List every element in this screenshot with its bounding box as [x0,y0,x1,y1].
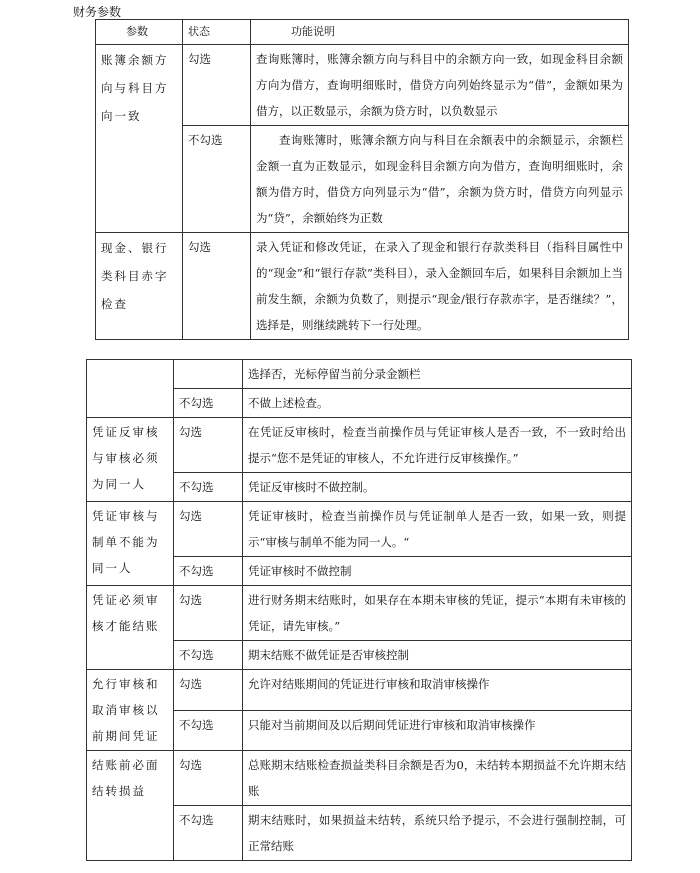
table-row [87,586,632,641]
status-cell: 不勾选 [174,806,243,861]
status-cell: 不勾选 [174,557,243,586]
desc-cell: 凭证反审核时不做控制。 [243,473,632,502]
status-cell: 勾选 [174,751,243,806]
header-status: 状态 [183,20,251,45]
desc-cell: 不做上述检查。 [243,389,632,418]
desc-cell: 在凭证反审核时，检查当前操作员与凭证审核人是否一致，不一致时给出提示“您不是凭证的审核人，不允许进行反审核操作。” [243,418,632,473]
table-row [87,360,632,389]
status-cell: 勾选 [174,418,243,473]
param-cell: 结账前必面结转损益 [87,751,174,861]
table-header-row [96,20,629,45]
status-cell: 勾选 [174,670,243,711]
status-cell: 勾选 [174,586,243,641]
param-cell: 凭证反审核与审核必须为同一人 [87,418,174,502]
status-cell: 不勾选 [174,389,243,418]
table-row [87,670,632,711]
param-cell [87,360,174,418]
desc-cell: 只能对当前期间及以后期间凭证进行审核和取消审核操作 [243,710,632,751]
table-row [87,418,632,473]
desc-cell: 查询账簿时，账簿余额方向与科目中的余额方向一致，如现金科目余额方向为借方，查询明细账时，借贷方向列始终显示为“借”，金额如果为借方，以正数显示，余额为贷方时，以负数显示 [251,45,629,126]
section-title: 财务参数 [73,5,122,19]
desc-cell: 查询账簿时，账簿余额方向与科目在余额表中的余额显示，余额栏金额一直为正数显示，如现金科目余额方向为借方，查询明细账时，余额为借方时，借贷方向列显示为“借”，余额为贷方时，借贷方向列显示为“贷”，余额始终为正数 [251,126,629,233]
param-cell: 凭证必须审核才能结账 [87,586,174,670]
table-row [87,502,632,557]
status-cell: 勾选 [174,502,243,557]
param-cell: 账簿余额方向与科目方向一致 [96,45,183,233]
header-param: 参数 [96,20,183,45]
status-cell: 不勾选 [183,126,251,233]
desc-cell: 允许对结账期间的凭证进行审核和取消审核操作 [243,670,632,711]
status-cell: 勾选 [183,233,251,340]
status-cell: 不勾选 [174,473,243,502]
desc-cell: 凭证审核时不做控制 [243,557,632,586]
desc-cell: 进行财务期末结账时，如果存在本期未审核的凭证，提示“本期有未审核的凭证，请先审核。” [243,586,632,641]
table-row [96,45,629,126]
status-cell: 不勾选 [174,710,243,751]
status-cell: 勾选 [183,45,251,126]
financial-params-table-1 [95,19,629,340]
table-row [96,233,629,340]
financial-params-table-2 [86,359,632,861]
param-cell: 允行审核和取消审核以前期间凭证 [87,670,174,751]
table-row [87,751,632,806]
desc-cell: 录入凭证和修改凭证，在录入了现金和银行存款类科目（指科目属性中的“现金”和“银行存款”类科目），录入金额回车后，如果科目余额加上当前发生额，余额为负数了，则提示“现金/银行存款赤字，是否继续？”，选择是，则继续跳转下一行处理。 [251,233,629,340]
desc-cell: 总账期末结账检查损益类科目余额是否为0，未结转本期损益不允许期末结账 [243,751,632,806]
desc-cell: 凭证审核时，检查当前操作员与凭证制单人是否一致，如果一致，则提示“审核与制单不能为同一人。“ [243,502,632,557]
status-cell [174,360,243,389]
desc-cell: 期末结账不做凭证是否审核控制 [243,641,632,670]
header-desc: 功能说明 [251,20,629,45]
desc-cell: 选择否，光标停留当前分录金额栏 [243,360,632,389]
param-cell: 凭证审核与制单不能为同一人 [87,502,174,586]
status-cell: 不勾选 [174,641,243,670]
param-cell: 现金、银行类科目赤字检查 [96,233,183,340]
desc-cell: 期末结账时，如果损益未结转，系统只给予提示，不会进行强制控制，可正常结账 [243,806,632,861]
